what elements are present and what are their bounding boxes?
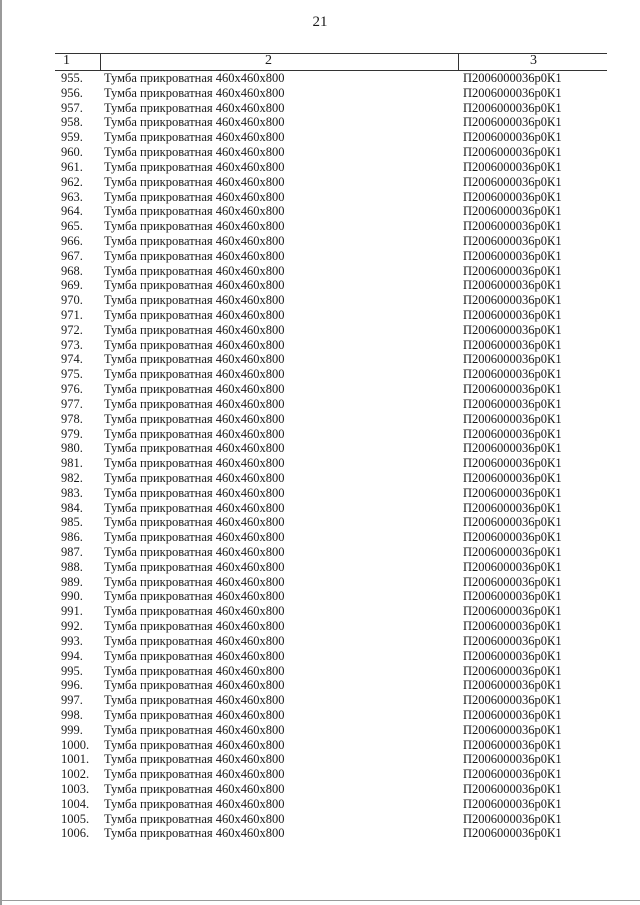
table-row	[55, 352, 607, 367]
table-row	[55, 71, 607, 86]
table-row	[55, 826, 607, 841]
table-row	[55, 560, 607, 575]
item-name: Тумба прикроватная 460х460х800	[104, 411, 285, 426]
table-row	[55, 367, 607, 382]
header-col-3: 3	[530, 53, 537, 68]
item-code: П2006000036р0К1	[463, 233, 562, 248]
item-name: Тумба прикроватная 460х460х800	[104, 633, 285, 648]
row-number: 980.	[61, 441, 83, 456]
item-code: П2006000036р0К1	[463, 826, 562, 841]
row-number: 978.	[61, 411, 83, 426]
table-row	[55, 678, 607, 693]
item-code: П2006000036р0К1	[463, 248, 562, 263]
row-number: 990.	[61, 589, 83, 604]
table-row	[55, 708, 607, 723]
table-row	[55, 101, 607, 116]
item-name: Тумба прикроватная 460х460х800	[104, 219, 285, 234]
item-name: Тумба прикроватная 460х460х800	[104, 470, 285, 485]
table-row	[55, 145, 607, 160]
row-number: 974.	[61, 352, 83, 367]
row-number: 983.	[61, 485, 83, 500]
item-code: П2006000036р0К1	[463, 159, 562, 174]
item-name: Тумба прикроватная 460х460х800	[104, 233, 285, 248]
scan-edge-bottom	[0, 900, 640, 901]
row-number: 993.	[61, 633, 83, 648]
row-number: 997.	[61, 693, 83, 708]
item-code: П2006000036р0К1	[463, 145, 562, 160]
item-name: Тумба прикроватная 460х460х800	[104, 619, 285, 634]
item-name: Тумба прикроватная 460х460х800	[104, 678, 285, 693]
row-number: 962.	[61, 174, 83, 189]
items-table	[55, 53, 607, 841]
row-number: 966.	[61, 233, 83, 248]
row-number: 968.	[61, 263, 83, 278]
row-number: 1000.	[61, 737, 90, 752]
item-name: Тумба прикроватная 460х460х800	[104, 589, 285, 604]
item-code: П2006000036р0К1	[463, 752, 562, 767]
row-number: 998.	[61, 707, 83, 722]
item-name: Тумба прикроватная 460х460х800	[104, 707, 285, 722]
item-name: Тумба прикроватная 460х460х800	[104, 71, 285, 85]
table-row	[55, 190, 607, 205]
table-row	[55, 219, 607, 234]
item-name: Тумба прикроватная 460х460х800	[104, 767, 285, 782]
item-code: П2006000036р0К1	[463, 322, 562, 337]
table-row	[55, 723, 607, 738]
item-code: П2006000036р0К1	[463, 278, 562, 293]
header-col-2: 2	[265, 53, 272, 68]
row-number: 994.	[61, 648, 83, 663]
item-name: Тумба прикроватная 460х460х800	[104, 159, 285, 174]
table-row	[55, 115, 607, 130]
item-code: П2006000036р0К1	[463, 485, 562, 500]
table-body	[55, 71, 607, 841]
table-row	[55, 752, 607, 767]
row-number: 992.	[61, 619, 83, 634]
row-number: 960.	[61, 145, 83, 160]
item-name: Тумба прикроватная 460х460х800	[104, 396, 285, 411]
row-number: 969.	[61, 278, 83, 293]
item-code: П2006000036р0К1	[463, 811, 562, 826]
table-row	[55, 501, 607, 516]
item-name: Тумба прикроватная 460х460х800	[104, 811, 285, 826]
row-number: 988.	[61, 559, 83, 574]
table-row	[55, 797, 607, 812]
table-row	[55, 693, 607, 708]
row-number: 976.	[61, 382, 83, 397]
scan-edge-left	[0, 0, 2, 905]
item-name: Тумба прикроватная 460х460х800	[104, 796, 285, 811]
item-code: П2006000036р0К1	[463, 678, 562, 693]
item-code: П2006000036р0К1	[463, 352, 562, 367]
header-divider	[458, 54, 459, 70]
row-number: 1004.	[61, 796, 90, 811]
row-number: 981.	[61, 456, 83, 471]
item-code: П2006000036р0К1	[463, 71, 562, 85]
table-row	[55, 234, 607, 249]
item-code: П2006000036р0К1	[463, 574, 562, 589]
item-name: Тумба прикроватная 460х460х800	[104, 485, 285, 500]
table-row	[55, 649, 607, 664]
item-code: П2006000036р0К1	[463, 545, 562, 559]
item-name: Тумба прикроватная 460х460х800	[104, 248, 285, 263]
item-code: П2006000036р0К1	[463, 663, 562, 678]
row-number: 972.	[61, 322, 83, 337]
table-row	[55, 264, 607, 279]
item-code: П2006000036р0К1	[463, 367, 562, 382]
item-name: Тумба прикроватная 460х460х800	[104, 574, 285, 589]
item-code: П2006000036р0К1	[463, 737, 562, 752]
row-number: 1006.	[61, 826, 90, 841]
item-name: Тумба прикроватная 460х460х800	[104, 204, 285, 219]
table-row	[55, 338, 607, 353]
table-row	[55, 204, 607, 219]
item-name: Тумба прикроватная 460х460х800	[104, 693, 285, 708]
item-name: Тумба прикроватная 460х460х800	[104, 648, 285, 663]
item-name: Тумба прикроватная 460х460х800	[104, 382, 285, 397]
item-code: П2006000036р0К1	[463, 219, 562, 234]
item-name: Тумба прикроватная 460х460х800	[104, 337, 285, 352]
item-name: Тумба прикроватная 460х460х800	[104, 145, 285, 160]
row-number: 963.	[61, 189, 83, 204]
item-code: П2006000036р0К1	[463, 604, 562, 619]
item-code: П2006000036р0К1	[463, 619, 562, 634]
item-name: Тумба прикроватная 460х460х800	[104, 293, 285, 308]
item-code: П2006000036р0К1	[463, 648, 562, 663]
table-row	[55, 575, 607, 590]
item-code: П2006000036р0К1	[463, 782, 562, 796]
item-name: Тумба прикроватная 460х460х800	[104, 515, 285, 530]
item-code: П2006000036р0К1	[463, 722, 562, 737]
table-row	[55, 86, 607, 101]
row-number: 985.	[61, 515, 83, 530]
item-code: П2006000036р0К1	[463, 115, 562, 130]
table-row	[55, 278, 607, 293]
table-row	[55, 812, 607, 827]
table-row	[55, 456, 607, 471]
row-number: 971.	[61, 308, 83, 322]
row-number: 996.	[61, 678, 83, 693]
item-code: П2006000036р0К1	[463, 470, 562, 485]
row-number: 987.	[61, 545, 83, 559]
item-name: Тумба прикроватная 460х460х800	[104, 189, 285, 204]
item-code: П2006000036р0К1	[463, 411, 562, 426]
table-row	[55, 441, 607, 456]
item-code: П2006000036р0К1	[463, 456, 562, 471]
item-name: Тумба прикроватная 460х460х800	[104, 367, 285, 382]
header-divider	[100, 54, 101, 70]
item-code: П2006000036р0К1	[463, 707, 562, 722]
item-name: Тумба прикроватная 460х460х800	[104, 85, 285, 100]
item-name: Тумба прикроватная 460х460х800	[104, 530, 285, 545]
table-row	[55, 619, 607, 634]
page-number: 21	[312, 14, 328, 30]
item-name: Тумба прикроватная 460х460х800	[104, 115, 285, 130]
table-row	[55, 604, 607, 619]
row-number: 955.	[61, 71, 83, 85]
table-row	[55, 130, 607, 145]
item-name: Тумба прикроватная 460х460х800	[104, 441, 285, 456]
item-code: П2006000036р0К1	[463, 85, 562, 100]
row-number: 959.	[61, 130, 83, 145]
table-row	[55, 782, 607, 797]
item-name: Тумба прикроватная 460х460х800	[104, 278, 285, 293]
item-code: П2006000036р0К1	[463, 589, 562, 604]
row-number: 964.	[61, 204, 83, 219]
item-name: Тумба прикроватная 460х460х800	[104, 722, 285, 737]
item-name: Тумба прикроватная 460х460х800	[104, 826, 285, 841]
table-row	[55, 471, 607, 486]
item-name: Тумба прикроватная 460х460х800	[104, 456, 285, 471]
row-number: 979.	[61, 426, 83, 441]
item-code: П2006000036р0К1	[463, 100, 562, 115]
row-number: 977.	[61, 396, 83, 411]
item-name: Тумба прикроватная 460х460х800	[104, 130, 285, 145]
table-row	[55, 530, 607, 545]
row-number: 957.	[61, 100, 83, 115]
item-name: Тумба прикроватная 460х460х800	[104, 545, 285, 559]
item-code: П2006000036р0К1	[463, 796, 562, 811]
table-row	[55, 160, 607, 175]
item-name: Тумба прикроватная 460х460х800	[104, 308, 285, 322]
item-name: Тумба прикроватная 460х460х800	[104, 100, 285, 115]
item-name: Тумба прикроватная 460х460х800	[104, 737, 285, 752]
table-row	[55, 767, 607, 782]
item-code: П2006000036р0К1	[463, 382, 562, 397]
table-row	[55, 308, 607, 323]
item-name: Тумба прикроватная 460х460х800	[104, 604, 285, 619]
row-number: 982.	[61, 470, 83, 485]
item-name: Тумба прикроватная 460х460х800	[104, 322, 285, 337]
row-number: 970.	[61, 293, 83, 308]
table-row	[55, 545, 607, 560]
item-name: Тумба прикроватная 460х460х800	[104, 752, 285, 767]
table-row	[55, 293, 607, 308]
item-code: П2006000036р0К1	[463, 693, 562, 708]
item-name: Тумба прикроватная 460х460х800	[104, 663, 285, 678]
item-code: П2006000036р0К1	[463, 189, 562, 204]
item-code: П2006000036р0К1	[463, 396, 562, 411]
row-number: 986.	[61, 530, 83, 545]
row-number: 1001.	[61, 752, 90, 767]
item-code: П2006000036р0К1	[463, 204, 562, 219]
item-code: П2006000036р0К1	[463, 263, 562, 278]
table-header	[55, 53, 607, 71]
table-row	[55, 589, 607, 604]
item-code: П2006000036р0К1	[463, 500, 562, 515]
item-code: П2006000036р0К1	[463, 337, 562, 352]
table-row	[55, 486, 607, 501]
item-code: П2006000036р0К1	[463, 515, 562, 530]
header-col-1: 1	[63, 53, 70, 68]
row-number: 958.	[61, 115, 83, 130]
table-row	[55, 412, 607, 427]
table-row	[55, 382, 607, 397]
row-number: 956.	[61, 85, 83, 100]
item-code: П2006000036р0К1	[463, 293, 562, 308]
item-code: П2006000036р0К1	[463, 767, 562, 782]
item-code: П2006000036р0К1	[463, 426, 562, 441]
table-row	[55, 249, 607, 264]
item-name: Тумба прикроватная 460х460х800	[104, 174, 285, 189]
table-row	[55, 175, 607, 190]
table-row	[55, 738, 607, 753]
item-code: П2006000036р0К1	[463, 633, 562, 648]
item-code: П2006000036р0К1	[463, 174, 562, 189]
item-name: Тумба прикроватная 460х460х800	[104, 500, 285, 515]
row-number: 967.	[61, 248, 83, 263]
item-name: Тумба прикроватная 460х460х800	[104, 782, 285, 796]
row-number: 999.	[61, 722, 83, 737]
row-number: 991.	[61, 604, 83, 619]
item-code: П2006000036р0К1	[463, 130, 562, 145]
row-number: 1005.	[61, 811, 90, 826]
item-code: П2006000036р0К1	[463, 441, 562, 456]
row-number: 1003.	[61, 782, 90, 796]
table-row	[55, 427, 607, 442]
table-row	[55, 515, 607, 530]
table-row	[55, 397, 607, 412]
row-number: 989.	[61, 574, 83, 589]
item-name: Тумба прикроватная 460х460х800	[104, 426, 285, 441]
row-number: 975.	[61, 367, 83, 382]
row-number: 973.	[61, 337, 83, 352]
row-number: 1002.	[61, 767, 90, 782]
item-name: Тумба прикроватная 460х460х800	[104, 263, 285, 278]
table-row	[55, 664, 607, 679]
item-name: Тумба прикроватная 460х460х800	[104, 352, 285, 367]
item-code: П2006000036р0К1	[463, 530, 562, 545]
table-row	[55, 634, 607, 649]
table-row	[55, 323, 607, 338]
item-code: П2006000036р0К1	[463, 308, 562, 322]
row-number: 961.	[61, 159, 83, 174]
item-code: П2006000036р0К1	[463, 559, 562, 574]
row-number: 984.	[61, 500, 83, 515]
item-name: Тумба прикроватная 460х460х800	[104, 559, 285, 574]
row-number: 965.	[61, 219, 83, 234]
row-number: 995.	[61, 663, 83, 678]
